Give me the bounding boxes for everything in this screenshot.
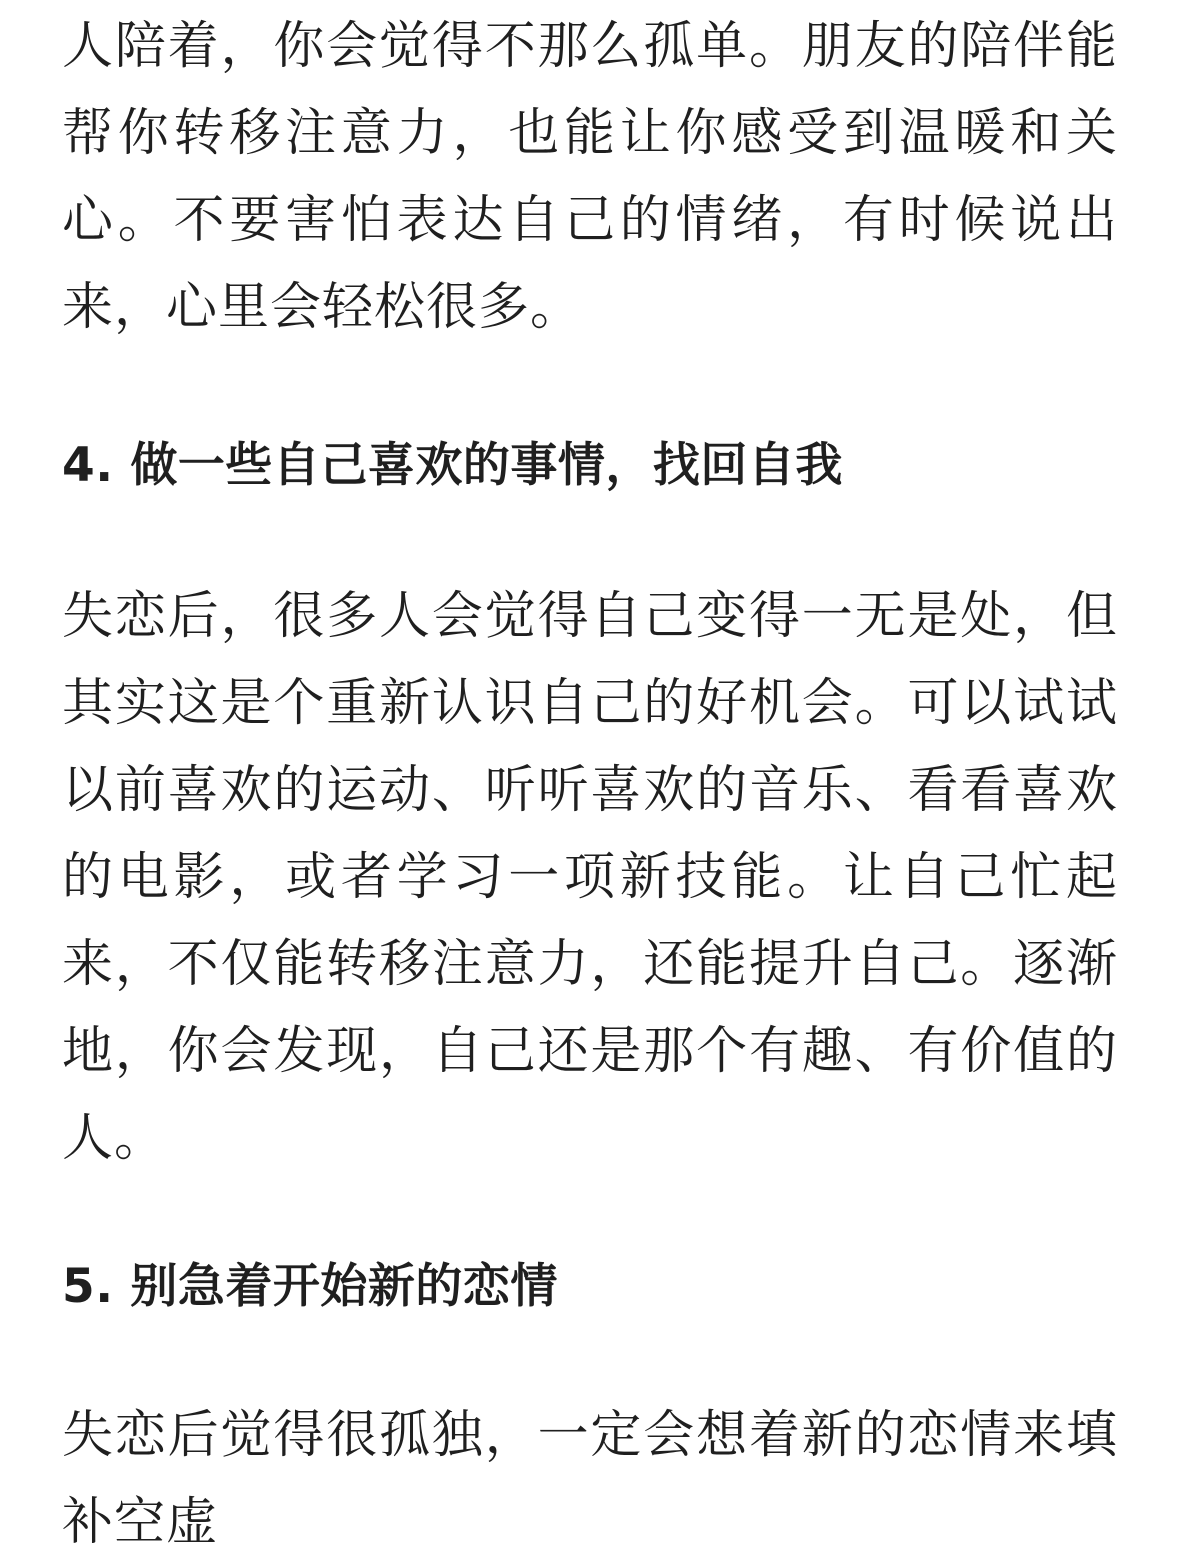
- article-body: [62, 0, 1118, 1552]
- paragraph-rediscover-self: 失恋后，很多人会觉得自己变得一无是处，但其实这是个重新认识自己的好机会。可以试试以前喜欢的运动、听听喜欢的音乐、看看喜欢的电影，或者学习一项新技能。让自己忙起来，不仅能转移注意力，还能提升自己。逐渐地，你会发现，自己还是那个有趣、有价值的人。: [62, 587, 1118, 1168]
- section-heading-5: 5. 别急着开始新的恋情: [62, 1259, 558, 1314]
- paragraph-friends-support: 人陪着，你会觉得不那么孤单。朋友的陪伴能帮你转移注意力，也能让你感受到温暖和关心。不要害怕表达自己的情绪，有时候说出来，心里会轻松很多。: [62, 17, 1118, 337]
- paragraph-no-rush-new-relationship: 失恋后觉得很孤独，一定会想着新的恋情来填补空虚: [62, 1406, 1118, 1552]
- section-heading-4: 4. 做一些自己喜欢的事情，找回自我: [62, 438, 843, 493]
